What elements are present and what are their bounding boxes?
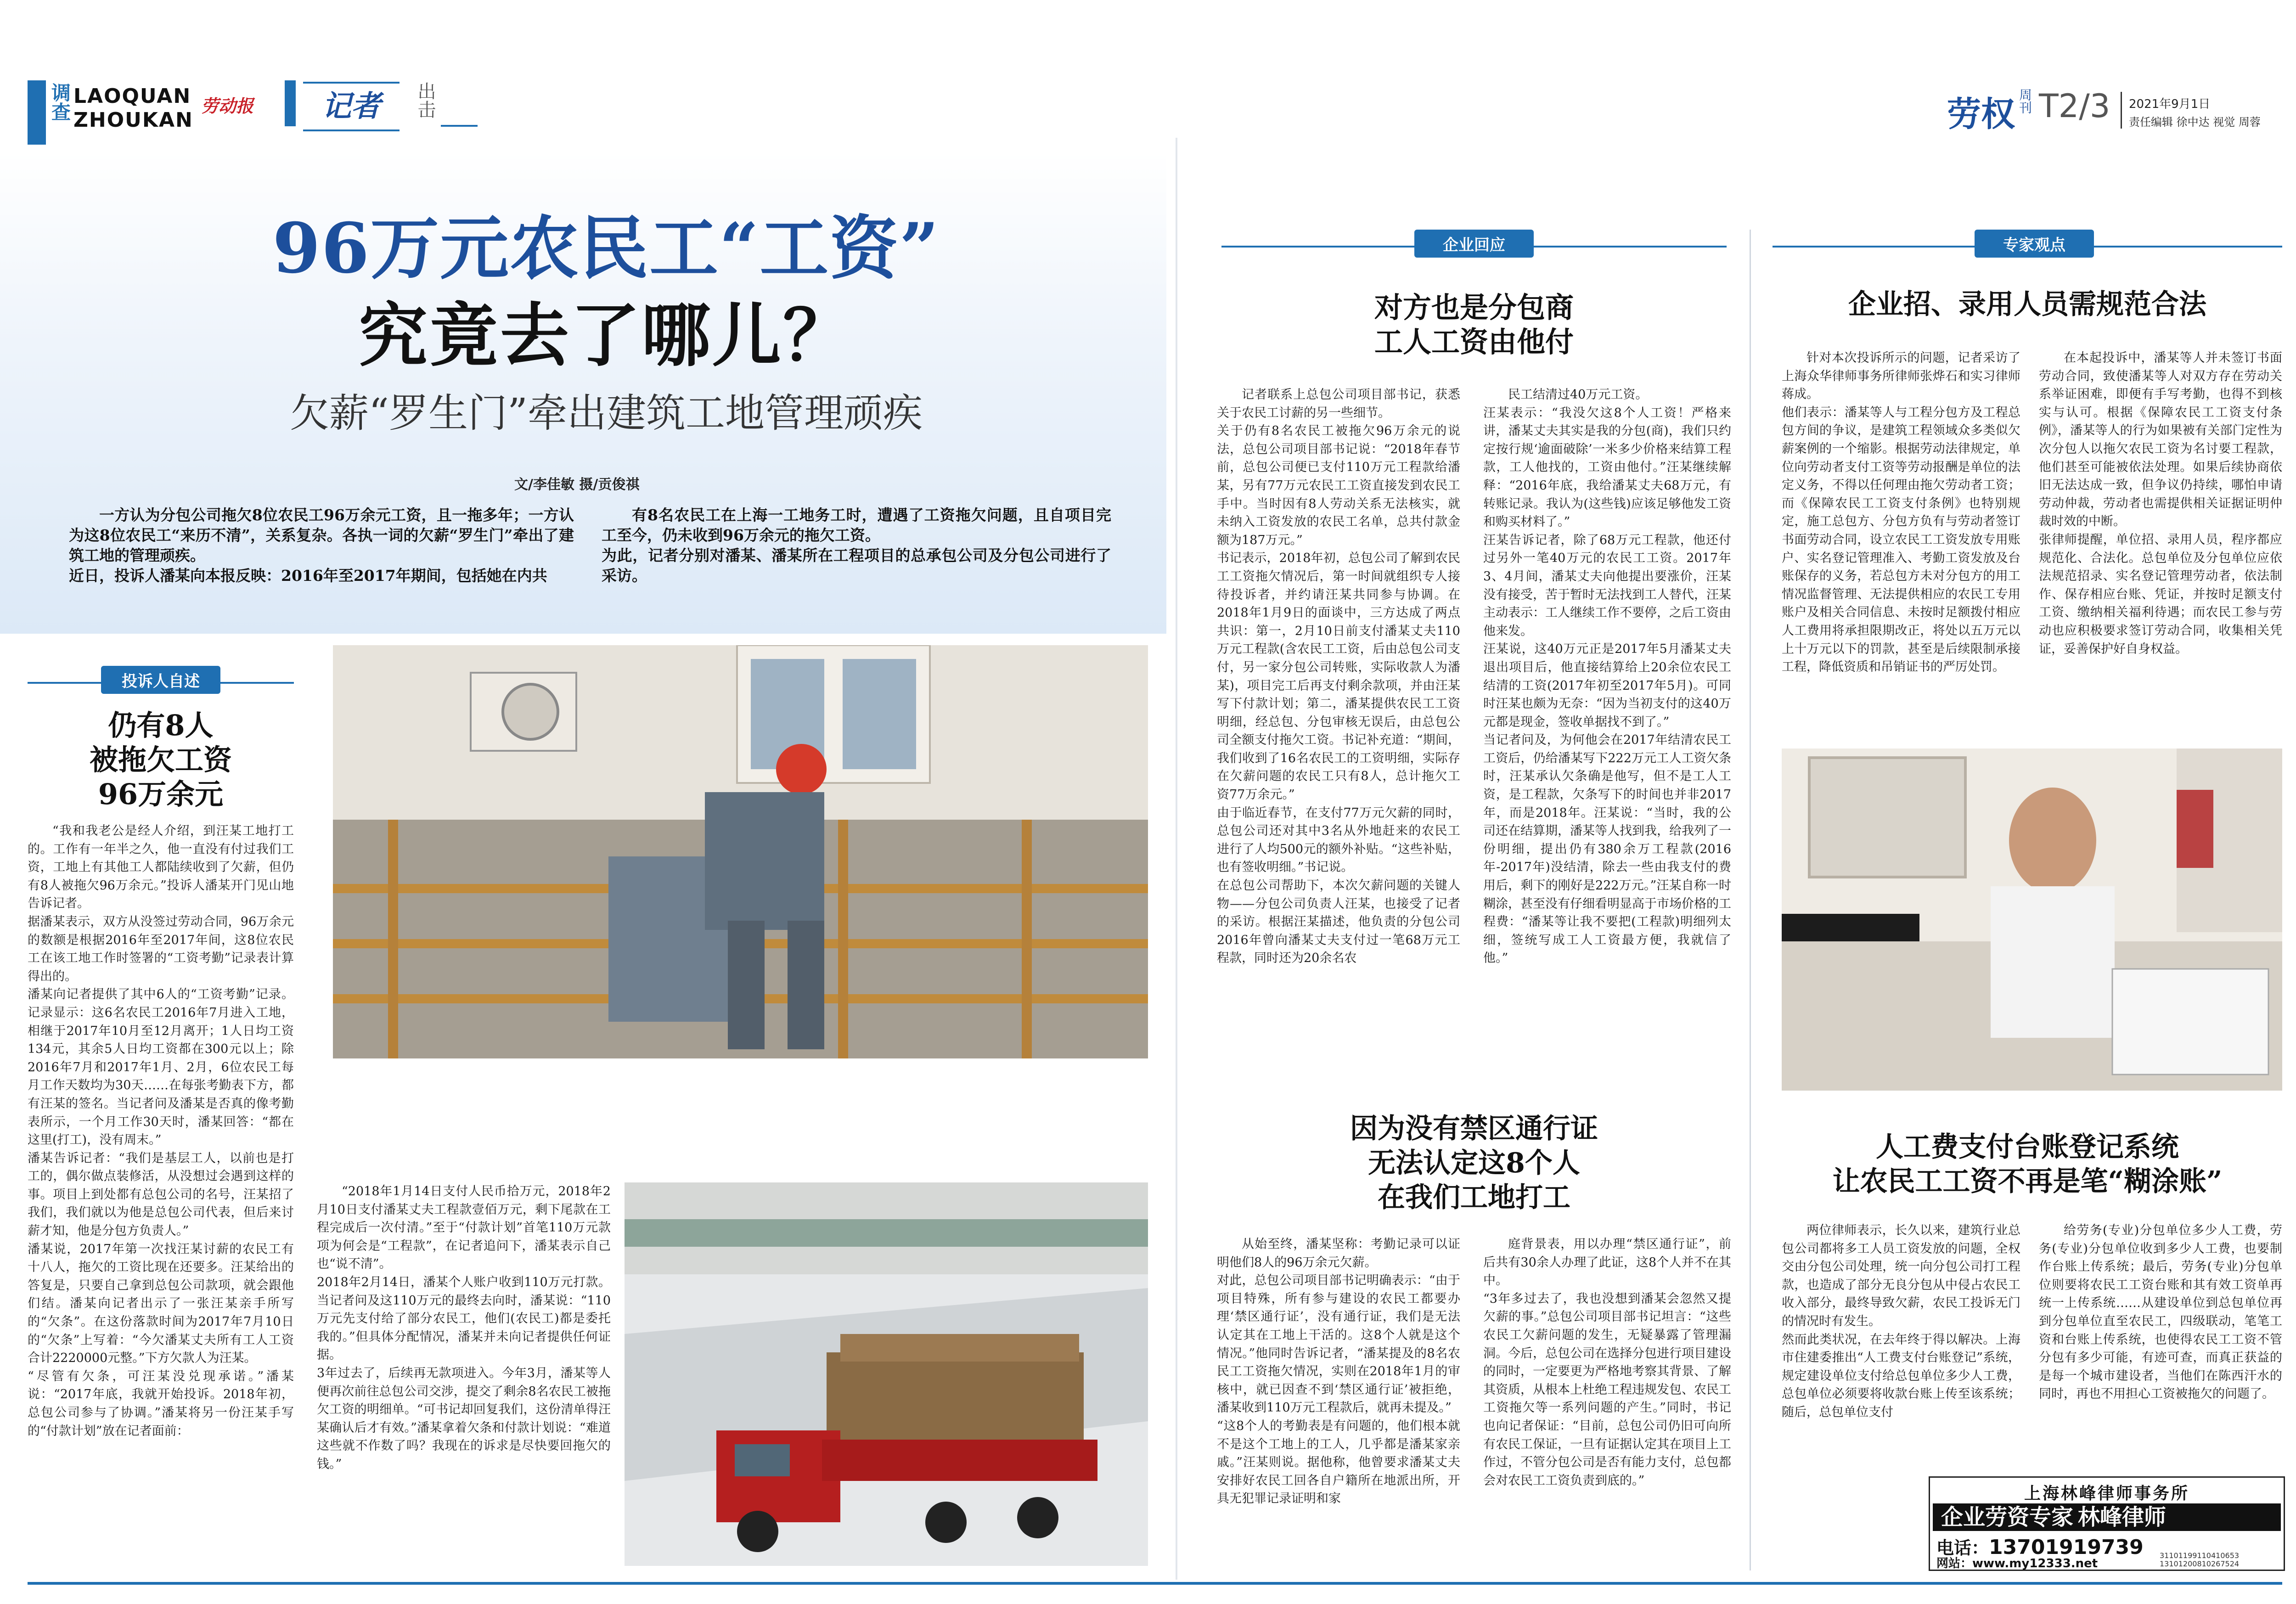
complaint-body-cont: “2018年1月14日支付人民币拾万元，2018年2月10日支付潘某丈夫工程款壹佰万元，剩下尾款在工程完成后一次付清。”至于“付款计划”首笔110万元款项为何会是“工程款”，在记者追问下，潘某表示自己也“说不清”。 2018年2月14日，潘某个人账户收到110万元打款。当记者问及这110万元的最终去向时，潘某说：“110万元先支付给了部分农民工，他们(农民工)都是委托我的。”但具体分配情况，潘某并未向记者提供任何证据。 3年过去了，后续再无款项进入。今年3月，潘某等人便再次前往总包公司交涉，提交了剩余8名农民工被拖欠工资的明细单。“可书记却回复我们，这份清单得汪某确认后才有效。”潘某拿着欠条和付款计划说：“难道这些就不作数了吗？我现在的诉求是尽快要回拖欠的钱。” — [317, 1184, 611, 1471]
photo-lawyer-scene — [1782, 749, 2282, 1091]
photo-lawyer — [1782, 749, 2282, 1091]
pass-title-1: 因为没有禁区通行证 — [1350, 1113, 1598, 1145]
byline: 文/李佳敏 摄/贡俊祺 — [514, 477, 640, 493]
photo-worker-scene — [333, 645, 1148, 1058]
ad-license-1: 31101199110410653 — [2160, 1551, 2240, 1560]
complaint-body: “我和我老公是经人介绍，到汪某工地打工的。工作有一年半之久，他一直没有付过我们工资，工地上有其他工人都陆续收到了欠薪，但仍有8人被拖欠96万余元。”投诉人潘某开门见山地告诉记者。 据潘某表示，双方从没签过劳动合同，96万余元的数额是根据2016年至2017年间，这8位农民工在该工地工作时签署的“工资考勤”记录表计算得出的。 潘某向记者提供了其中6人的“工资考勤”记录。记录显示：这6名农民工2016年7月进入工地，相继于2017年10月至12月离开；1人日均工资134元，其余5人日均工资都在300元以上；除2016年7月和2017年1月、2月，6位农民工每月工作天数均为30天……在每张考勤表下方，都有汪某的签名。当记者问及潘某是否真的像考勤表所示，一个月工作30天时，潘某回答：“都在这里(打工)，没有周末。” 潘某告诉记者：“我们是基层工人，以前也是打工的，偶尔做点装修活，从没想过会遇到这样的事。项目上到处都有总包公司的名号，汪某招了我们，我们就以为他是总包公司代表，但后来讨薪才知，他是分包方负责人。” 潘某说，2017年第一次找汪某讨薪的农民工有十八人，拖欠的工资比现在还要多。汪某给出的答复是，只要自己拿到总包公司款项，就会跟他们结。潘某向记者出示了一张汪某亲手所写的“欠条”。在这份落款时间为2017年7月10日的“欠条”上写着：“今欠潘某丈夫所有工人工资合计2220000元整。”下方欠款人为汪某。 “尽管有欠条，可汪某没兑现承诺。”潘某说：“2017年底，我就开始投诉。2018年初，总包公司参与了协调。”潘某将另一份汪某手写的“付款计划”放在记者面前： — [28, 824, 294, 1438]
brand-en-2: ZHOUKAN — [73, 108, 193, 132]
ad-tagline-b: 劳资 — [1985, 1504, 2030, 1530]
complaint-tag: 投诉人自述 — [101, 666, 220, 694]
masthead-rule-left — [441, 125, 478, 127]
company-title-1: 对方也是分包商 — [1374, 291, 1574, 324]
issue-date: 2021年9月1日 — [2129, 97, 2211, 111]
masthead-left — [28, 80, 46, 145]
brand-cn-logo: 劳动报 — [201, 96, 254, 116]
company-title-2: 工人工资由他付 — [1374, 325, 1574, 359]
ad-lawyer-name: 林峰律师 — [2078, 1504, 2167, 1530]
expert-tag: 专家观点 — [1975, 230, 2094, 258]
ad-tagline — [1933, 1503, 2281, 1531]
photo-truck — [625, 1182, 1148, 1566]
pass-col-2: 庭背景表，用以办理“禁区通行证”，前后共有30余人办理了此证，这8个人并不在其中。 “3年多过去了，我也没想到潘某会忽然又提欠薪的事。”总包公司项目部书记坦言：“这些农民工欠薪问题的发生，无疑暴露了管理漏洞。今后，总包公司在选择分包进行项目建设的同时，一定要更为严格地考察其背景、了解其资质，从根本上杜绝工程违规发包、农民工工资拖欠等一系列问题的产生。”同时，书记也向记者保证：“目前，总包公司仍旧可向所有农民工保证，一旦有证据认定其在项目上工作过，不管分包公司是否有能力支付，总包都会对农民工工资负责到底的。” — [1483, 1237, 1731, 1488]
headline-line1: 96万元农民工“工资” — [272, 208, 940, 289]
ledger-col-2: 给劳务(专业)分包单位多少人工费，劳务(专业)分包单位收到多少人工费，也要制作台账上传系统；最后，劳务(专业)分包单位则要将农民工工资台账和其有效工资单再统一上传系统……从建设单位到总包单位再到分包单位直至农民工，四级联动，笔笔工资和台账上传系统，也使得农民工工资不管分包有多少可能，有迹可查，而真正获益的是每一个城市建设者，当他们在陈西汗水的同时，再也不用担心工资被拖欠的问题了。 — [2039, 1223, 2282, 1401]
ad-phone[interactable]: 13701919739 — [1989, 1536, 2144, 1559]
center-gutter — [1176, 138, 1177, 1580]
headline-subtitle: 欠薪“罗生门”牵出建筑工地管理顽疾 — [290, 390, 923, 436]
ad-tagline-c: 专家 — [2029, 1504, 2074, 1530]
ad-web-link[interactable]: www.my12333.net — [1972, 1557, 2098, 1570]
company-col-2: 民工结清过40万元工资。 汪某表示：“我没欠这8个人工资！严格来讲，潘某丈夫其实是我的分包(商)，我们只约定按行规‘逾面破除’一米多少价格来结算工程款，工人他找的，工资由他付。”汪某继续解释：“2016年底，我给潘某丈夫68万元，有转账记录。我认为(这些钱)应该足够他发工资和购买材料了。” 汪某告诉记者，除了68万元工程款，他还付过另外一笔40万元的农民工工资。2017年3、4月间，潘某丈夫向他提出要涨价，汪某没有接受，苦于暂时无法找到工人替代，汪某主动表示：工人继续工作不要停，之后工资由他来发。 汪某说，这40万元正是2017年5月潘某丈夫退出项目后，他直接结算给上20余位农民工结清的工资(2017年初至2017年5月)。可同时汪某也颇为无奈：“因为当初支付的这40万元都是现金，签收单据找不到了。” 当记者问及，为何他会在2017年结清农民工工资后，仍给潘某写下222万元工人工资欠条时，汪某承认欠条确是他写，但不是工人工资，是工程款，欠条写下的时间也并非2017年，而是2018年。汪某说：“当时，我的公司还在结算期，潘某等人找到我，给我列了一份明细，提出仍有380余万工程款(2016年-2017年)没结清，除去一些由我支付的费用后，剩下的刚好是222万元。”汪某自称一时糊涂，甚至没有仔细看明显高于市场价格的工程费：“潘某等让我不要把(工程款)明细列太细，签统写成工人工资最方便，我就信了他。” — [1483, 388, 1731, 966]
page-number: T2/3 — [2039, 87, 2110, 125]
photo-truck-scene — [625, 1182, 1148, 1566]
ad-firm-name: 上海林峰律师事务所 — [2024, 1484, 2189, 1503]
lead-left: 一方认为分包公司拖欠8位农民工96万余元工资，且一拖多年；一方认为这8位农民工“来历不清”，关系复杂。各执一词的欠薪“罗生门”牵出了建筑工地的管理顽疾。 近日，投诉人潘某向本报反映：2016年至2017年期间，包括她在内共 — [69, 506, 574, 585]
ledger-col-1: 两位律师表示，长久以来，建筑行业总包公司都将多工人员工资发放的问题，全权交由分包公司处理，统一向分包公司打工程款，也造成了部分无良分包从中侵占农民工收入部分，最终导致欠薪，农民工投诉无门的情况时有发生。 然而此类状况，在去年终于得以解决。上海市住建委推出“人工费支付台账登记”系统，规定建设单位支付给总包单位多少人工费，总包单位必须要将收款台账上传至该系统；随后，总包单位支付 — [1782, 1223, 2020, 1419]
company-tag: 企业回应 — [1414, 230, 1534, 258]
column-sub: 出击 — [415, 82, 436, 118]
right-brand: 劳权 — [1947, 95, 2015, 134]
ad-web-row — [1936, 1554, 2157, 1571]
ledger-title-2: 让农民工工资不再是笔“糊涂账” — [1832, 1165, 2223, 1198]
section-vertical-label: 调查 — [49, 83, 71, 121]
right-brand-sub: 周刊 — [2017, 88, 2032, 114]
headline-line2: 究竟去了哪儿？ — [358, 295, 854, 376]
lead-right: 有8名农民工在上海一工地务工时，遭遇了工资拖欠问题，且自项目完工至今，仍未收到96万余元的拖欠工资。 为此，记者分别对潘某、潘某所在工程项目的总承包公司及分包公司进行了采访。 — [602, 506, 1111, 585]
ad-web-label: 网站： — [1936, 1557, 1973, 1570]
complaint-title-2: 被拖欠工资 — [89, 743, 232, 777]
ad-tagline-a: 企业 — [1941, 1504, 1986, 1530]
pass-col-1: 从始至终，潘某坚称：考勤记录可以证明他们8人的96万余元欠薪。 对此，总包公司项目部书记明确表示：“由于项目特殊，所有参与建设的农民工都要办理‘禁区通行证’，没有通行证，我们是无法认定其在工地上干活的。这8个人就是这个情况。”他同时告诉记者，“潘某提及的8名农民工工资拖欠情况，实则在2018年1月的审核中，就已因查不到‘禁区通行证’被拒绝，潘某收到110万元工程款后，就再未提及。” “这8个人的考勤表是有问题的，他们根本就不是这个工地上的工人，几乎都是潘某家亲戚。”汪某则说。据他称，他曾要求潘某丈夫安排好农民工回各自户籍所在地派出所，开具无犯罪记录证明和家 — [1217, 1237, 1460, 1506]
editors-credit: 责任编辑 徐中达 视觉 周蓉 — [2129, 116, 2261, 129]
column-divider — [1750, 230, 1751, 1570]
ad-license-2: 13101200810267524 — [2160, 1559, 2240, 1568]
masthead-divider — [2121, 92, 2122, 129]
complaint-title-3: 96万余元 — [98, 777, 224, 811]
expert-col-1: 针对本次投诉所示的问题，记者采访了上海众华律师事务所律师张烨石和实习律师蒋成。 他们表示：潘某等人与工程分包方及工程总包方间的争议，是建筑工程领域众多类似欠薪案例的一个缩影。根据劳动法律规定，单位向劳动者支付工资等劳动报酬是单位的法定义务，不得以任何理由拖欠劳动者工资；而《保障农民工工资支付条例》也特别规定，施工总包方、分包方负有与劳动者签订书面劳动合同，设立农民工工资发放专用账户、实名登记管理准入、考勤工资发放及台账保存的义务，若总包方未对分包方的用工情况监督管理、无法提供相应的农民工专用账户及相关合同信息、未按时足额拨付相应人工费用将承担限期改正，将处以五万元以上十万元以下的罚款，甚至是后续限制承接工程，降低资质和吊销证书的严厉处罚。 — [1782, 351, 2020, 675]
ad-phone-label: 电话： — [1936, 1538, 1989, 1558]
footer-rule — [28, 1582, 2282, 1585]
column-badge — [285, 80, 296, 126]
pass-title-3: 在我们工地打工 — [1378, 1182, 1570, 1214]
company-col-1: 记者联系上总包公司项目部书记，获悉关于农民工讨薪的另一些细节。 关于仍有8名农民工被拖欠96万余元的说法，总包公司项目部书记说：“2018年春节前，总包公司便已支付110万元工程款给潘某，另有77万元农民工工资直接发到农民工手中。当时因有8人劳动关系无法核实，就未纳入工资发放的农民工名单，总共付款金额为187万元。” 书记表示，2018年初，总包公司了解到农民工工资拖欠情况后，第一时间就组织专人接待投诉者，并约请汪某共同参与协调。在2018年1月9日的面谈中，三方达成了两点共识：第一，2月10日前支付潘某丈夫110万元工程款(含农民工工资，后由总包公司支付，另一家分包公司转账，实际收款人为潘某)，项目完工后再支付剩余款项，并由汪某写下付款计划；第二，潘某提供农民工工资明细，经总包、分包审核无误后，由总包公司全额支付拖欠工资。书记补充道：“期间，我们收到了16名农民工的工资明细，实际存在欠薪问题的农民工只有8人，总计拖欠工资77万余元。” 由于临近春节，在支付77万元欠薪的同时，总包公司还对其中3名从外地赶来的农民工进行了人均500元的额外补贴。“这些补贴，也有签收明细。”书记说。 在总包公司帮助下，本次欠薪问题的关键人物——分包公司负责人汪某，也接受了记者的采访。根据汪某描述，他负责的分包公司2016年曾向潘某丈夫支付过一笔68万元工程款，同时还为20余名农 — [1217, 388, 1460, 966]
lawyer-ad — [1929, 1476, 2285, 1571]
expert-title: 企业招、录用人员需规范合法 — [1848, 288, 2206, 321]
complaint-title-1: 仍有8人 — [108, 709, 214, 742]
photo-worker — [333, 645, 1148, 1058]
expert-col-2: 在本起投诉中，潘某等人并未签订书面劳动合同，致使潘某等人对双方存在劳动关系举证困难，即便有手写考勤，也得不到核实与认可。根据《保障农民工工资支付条例》，潘某等人的行为如果被有关部门定性为次分包人以拖欠农民工资为名讨要工程款，他们甚至可能被依法处理。如果后续协商依旧无法达成一致，但争议仍持续，哪怕申请劳动仲裁，劳动者也需提供相关证据证明仲裁时效的中断。 张律师提醒，单位招、录用人员，程序都应规范化、合法化。总包单位及分包单位应依法规范招录、实名登记管理劳动者，依法制作、保存相应台账、凭证，并按时足额支付工资、缴纳相关福利待遇；而农民工参与劳动也应积极要求签订劳动合同，收集相关凭证，妥善保护好自身权益。 — [2039, 351, 2282, 656]
column-name: 记者 — [303, 82, 400, 131]
ledger-title-1: 人工费支付台账登记系统 — [1876, 1131, 2179, 1163]
pass-title-2: 无法认定这8个人 — [1368, 1147, 1580, 1179]
brand-en-1: LAOQUAN — [73, 84, 191, 108]
